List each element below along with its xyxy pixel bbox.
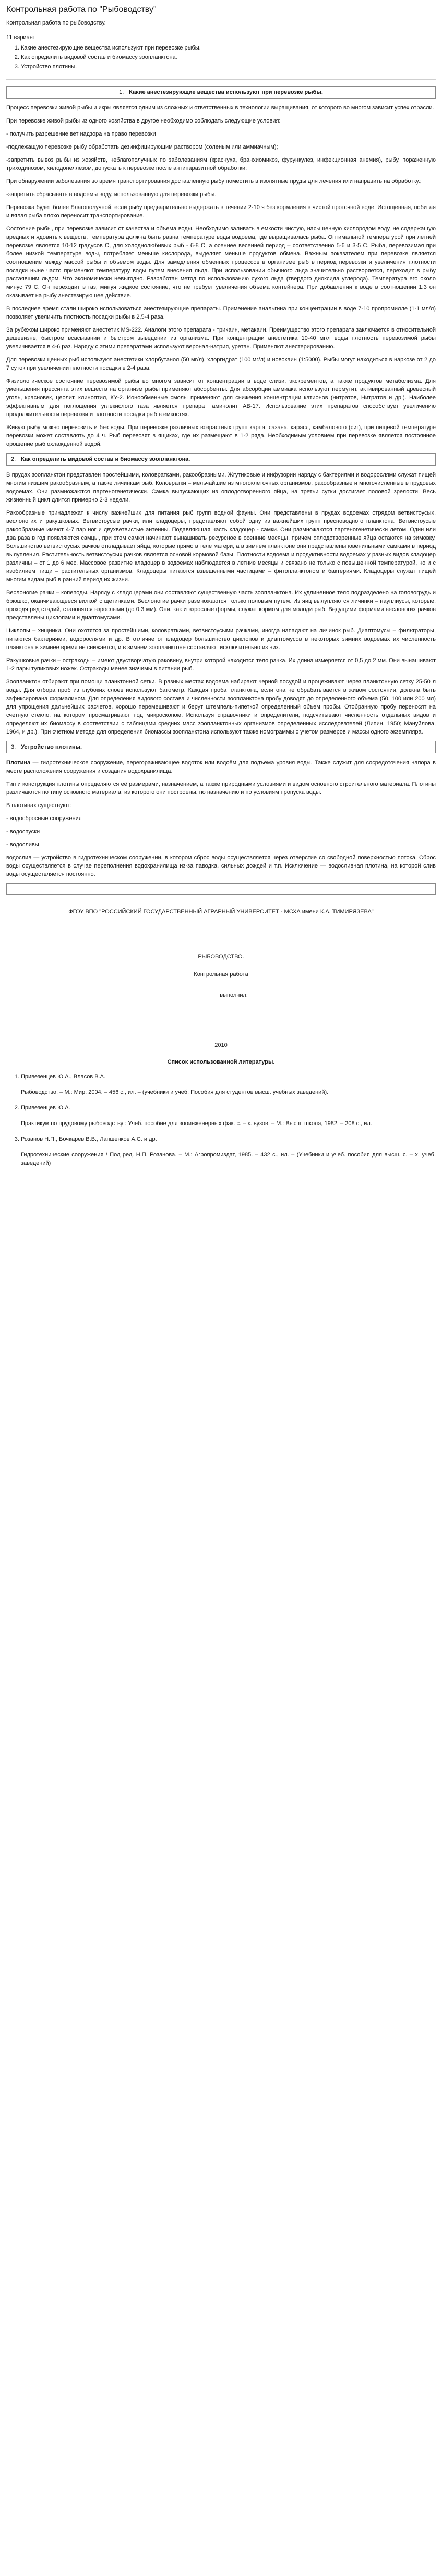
paragraph-text: — гидротехническое сооружение, перегораживающее водоток или водоём для подъёма уровня воды. Также служит для сосредоточения напора в месте расположения сооружения и создания водохранилища.	[6, 760, 436, 774]
paragraph-text: - водосбросные сооружения	[6, 815, 82, 822]
paragraph: Для перевозки ценных рыб используют анестетики хлорбутанол (50 мг/л), хлоргидрат (100 мг/л) и новокаин (1:5000). Рыбы могут находиться в наркозе от 2 до 7 суток при увеличении плотности посадки в 2-4 раза.	[6, 357, 436, 371]
literature-author: 1. Привезенцев Ю.А., Власов В.А.	[21, 1073, 106, 1080]
paragraph: В прудах зоопланктон представлен простейшими, коловратками, ракообразными. Жгутиковые и инфузории наряду с бактериями и водорослями служат пищей многим низшим ракообразным, а также личинкам рыб. Коловратки – мельчайшие из многоклеточных организмов, ракообразные и многочисленные в прудовых водоемах. Они размножаются партеногенетически. Самка выпускающих из оплодотворенного яйца, на третьи сутки достигает половой зрелости. Весь жизненный цикл длится примерно 2-3 недели.	[6, 472, 436, 503]
paragraph	[6, 853, 436, 878]
section-3-body	[6, 759, 436, 878]
paragraph: - получить разрешение вет надзора на право перевозки	[6, 131, 156, 137]
year: 2010	[214, 1042, 228, 1048]
paragraph: -запретить сбрасывать в водоемы воду, использованную для перевозки рыбы.	[6, 191, 217, 198]
paragraph	[6, 827, 436, 836]
section-2-heading	[6, 453, 436, 466]
paragraph	[6, 759, 436, 775]
paragraph: При обнаружении заболевания во время транспортирования доставленную рыбу поместить в изолятные пруды для лечения или направить на обработку.;	[6, 178, 422, 185]
paragraph: Ракообразные принадлежат к числу важнейших для питания рыб групп водной фауны. Они представлены в прудах водоемах отрядом ветвистоусых, веслоногих и ракушковых. Ветвистоусые рачки, или кладоцеры, представляют собой одну из важнейших групп пресноводного планктона. Ветвистоусые ракообразные имеют 4-7 пар ног и двухветвистые антенны. Подавляющая часть кладоцер - самки. Они размножаются партеногенетически летом. Один или два раза в год появляются самцы, при этом самки начинают вынашивать ресурсное в осенние месяцы, причем оплодотворенные яйца остаются на зимовку. Большинство ветвистоусых рачков откладывает яйца, которые прямо в теле матери, а в зимнем планктоне они представлены ювенильными самками в период вылупления. Растительность ветвистоусых рачков является основой кормовой базы. Плотности водоема и продуктивности водоемах у разных видов кладоцер различны – от 1 до 6 мес. Массовое развитие кладоцер в водоемах наблюдается в летние месяцы и связано не только с повышенной температурой, но и с изобилием пищи – растительных организмов. Кладоцеры питаются взвешенными частицами – фитопланктоном и бактериями. Кладоцеры служат пищей многим видам рыб в ранний период их жизни.	[6, 510, 436, 583]
section-number: 3.	[11, 744, 16, 750]
paragraph: За рубежом широко применяют анестетик MS-222. Аналоги этого препарата - трикаин, метакаин. Преимущество этого препарата заключается в относительной дешевизне, быстром всасывании и быстром выведении из организма. При концентрации анестетика 10-40 мг/л воды плотность перевозимой рыбы увеличивается в 4-6 раз. Наряду с этими препаратами используют веронал-натрия, уретан. Применяют анестерированию.	[6, 327, 436, 350]
literature-desc: Практикум по прудовому рыбоводству : Учеб. пособие для зооинженерных фак. с. – х. вузов. – М.: Высш. школа, 1982. – 208 с., ил.	[21, 1120, 372, 1127]
empty-box	[6, 883, 436, 895]
work-type: Контрольная работа	[194, 971, 248, 978]
paragraph-text: В плотинах существуют:	[6, 802, 71, 809]
toc-item: 2. Как определить видовой состав и биомассу зоопланктона.	[21, 53, 436, 62]
author-label: выполнил:	[220, 992, 248, 998]
paragraph-text: - водосливы	[6, 841, 39, 848]
paragraph	[6, 814, 436, 823]
document-page	[0, 0, 442, 1187]
paragraph: Веслоногие рачки – копеподы. Наряду с кладоцерами они составляют существенную часть зоопланктона. Их удлиненное тело подразделено на головогрудь и брюшко, оканчивающееся вилкой с щетинками. Веслоногие рачки размножаются только половым путем. Из яиц вылупляются личинки – науплиусы, которые, проходя ряд стадий, становятся взрослыми (до 0,3 мм). Они, как и взрослые формы, служат кормом для молоди рыб. Ведущими формами веслоногих рачков представлены циклопами и диаптомусами.	[6, 590, 436, 621]
literature-item	[21, 1072, 436, 1096]
section-title: Какие анестезирующие вещества используют при перевозке рыбы.	[129, 89, 323, 95]
paragraph: Живую рыбу можно перевозить и без воды. При перевозке различных возрастных групп карпа, сазана, карася, камбалового (сиг), при пищевой температуре перевозки может составлять до 4 ч. Рыб перевозят в ящиках, где их размещают в 1-2 ряда. Необходимым условием при перевозке является постоянное орошение рыб охлажденной водой.	[6, 424, 436, 447]
subject-name: РЫБОВОДСТВО.	[198, 954, 244, 960]
literature-item	[21, 1135, 436, 1167]
section-1-body	[6, 104, 436, 448]
paragraph: Процесс перевозки живой рыбы и икры является одним из сложных и ответственных в технологии выращивания, от которого во многом зависит успех отрасли.	[6, 105, 434, 111]
university-name: ФГОУ ВПО "РОССИЙСКИЙ ГОСУДАРСТВЕННЫЙ АГРАРНЫЙ УНИВЕРСИТЕТ - МСХА имени К.А. ТИМИРЯЗЕВА"	[68, 909, 374, 915]
toc-item: 3. Устройство плотины.	[21, 63, 436, 71]
paragraph-text: - водоспуски	[6, 828, 40, 835]
table-of-contents	[6, 44, 436, 71]
section-title: Как определить видовой состав и биомассу зоопланктона.	[21, 456, 190, 462]
paragraph: Перевозка будет более Благополучной, если рыбу предварительно выдержать в течении 2-10 ч без кормления в чистой проточной воде. Истощенная, побитая и вялая рыба плохо переносит транспортирование.	[6, 204, 436, 219]
paragraph-text: водослив — устройство в гидротехническом сооружении, в котором сброс воды осуществляется через отверстие со свободной поверхностью потока. Сброс воды осуществляется в случае переполнения водохранилища из-за паводка, сильных дождей и т.п. Исключение — водосливная плотина, на которой слив воды осуществляется постоянно.	[6, 854, 436, 877]
paragraph: Ракушковые рачки – остракоды – имеют двустворчатую раковину, внутри которой находится тело рачка. Их длина измеряется от 0,5 до 2 мм. Они вынашивают 1-2 пары тупиковых ножек. Остракоды менее значимы в питании рыб.	[6, 657, 436, 672]
section-2-body	[6, 471, 436, 736]
paragraph	[6, 801, 436, 810]
paragraph: -подлежащую перевозке рыбу обработать дезинфицирующим раствором (соленым или аммиачным);	[6, 144, 278, 150]
paragraph: При перевозке живой рыбы из одного хозяйства в другое необходимо соблюдать следующие условия:	[6, 118, 281, 124]
paragraph: Зоопланктон отбирают при помощи планктонной сетки. В разных местах водоема набирают черной посудой и процеживают через планктонную сетку 25-50 л воды. Для отбора проб из глубоких слоев используют батометр. Каждая проба планктона, если она не обрабатывается в живом состоянии, должна быть зафиксирована формалином. Для определения видового состава и численности зоопланктона пробу доводят до определенного объема (50, 100 или 200 мл) для упрощения дальнейших расчетов, хорошо перемешивают и берут штемпель-пипеткой определенный объем пробы. Отобранную пробу переносят на счетную стекло, на котором просматривают под микроскопом. Используя справочники и определители, подсчитывают численность отдельных видов и определяют их биомассу в соответствии с таблицами средних масс зоопланктонных организмов определенных исследователей (Липин, 1950; Мануйлова, 1964, и др.). При счетном методе для определения биомассы зоопланктона используют также номограммы с учетом размеров и массы одного экземпляра.	[6, 679, 436, 735]
paragraph: Физиологическое состояние перевозимой рыбы во многом зависит от концентрации в воде слизи, экскрементов, а также продуктов метаболизма. Для уменьшения прессинга этих веществ на организм рыбы применяют абсорбенты. Для абсорбции аммиака используют пермутит, активированный древесный уголь, красновек, цеолит, клиноптил, КУ-2. Ионообменные смолы применяют для снижения концентрации катионов (нитратов, Нитратов и др.). Наиболее эффективным для поглощения углекислого газа является препарат аминолит АВ-17. Использование этих препаратов способствует увеличению продолжительности перевозки и плотности посадки рыб в емкостях.	[6, 378, 436, 418]
paragraph-text: Тип и конструкция плотины определяются её размерами, назначением, а также природными условиями и видом основного строительного материала. Плотины различаются по типу основного материала, из которого они построены, по назначению и по условиям пропуска воды.	[6, 781, 436, 796]
literature-author: 2. Привезенцев Ю.А.	[21, 1105, 70, 1111]
paragraph: Циклопы – хищники. Они охотятся за простейшими, коловратками, ветвистоусыми рачками, иногда нападают на личинок рыб. Диаптомусы – фильтраторы, питаются бактериями, водорослями и др. В отличие от кладоцер большинство циклопов и диаптомусов в некоторых зимних водоемах их численность планктона в зимнее время не снижается, и в зимнем зоопланктоне составляют исключительно из них.	[6, 628, 436, 651]
paragraph: В последнее время стали широко использоваться анестезирующие препараты. Применение анальгина при концентрации в воде 7-10 пропромилле (1-1 мл/л) позволяет увеличить плотность посадки рыбы в 2,5-4 раза.	[6, 306, 436, 320]
section-number: 1.	[119, 89, 124, 95]
section-3-heading	[6, 741, 436, 753]
divider	[6, 79, 436, 80]
paragraph: Состояние рыбы, при перевозке зависит от качества и объема воды. Необходимо заливать в емкости чистую, насыщенную кислородом воду, не содержащую вредных и ядовитых веществ, температура должна быть равна температуре воды водоема, где выращивалась рыба. Оптимальной температурой при летней перевозке является 10-12 градусов С, для холоднолюбивых рыб - 6-8 С, а осеннее весенней период – соответственно 5-6 и 3-5 С. Рыба, перевозимая при более низкой температуре воды, потребляет меньше кислорода, выделяет меньше продуктов обмена. Важным показателем при перевозке является соотношение между массой рыбы и объемом воды. Для замедления обменных процессов в организме рыб в период перевозки и увеличения плотности посадки ныне часто применяют температуру воды путем внесения льда. При использовании обычного льда значительно растворяется, переходит в рыбу растаявшим льдом. Что экономически невыгодно. Разработан метод по использованию сухого льда (твердого диоксида углерода). Температура его около минус 79 С. Он переходит в газ, минуя жидкое состояние, что не требует увеличения объема контейнера. При добавлении к воде в соотношении 1:3 он оказывает на рыбу анестезирующее действие.	[6, 226, 436, 299]
page-subtitle: Контрольная работа по рыбоводству.	[6, 20, 106, 26]
section-title: Устройство плотины.	[21, 744, 82, 750]
page-title: Контрольная работа по "Рыбоводству"	[6, 5, 157, 14]
section-number: 2.	[11, 456, 16, 462]
toc-item: 1. Какие анестезирующие вещества используют при перевозке рыбы.	[21, 44, 436, 52]
literature-item	[21, 1104, 436, 1128]
literature-title: Список использованной литературы.	[167, 1059, 275, 1065]
literature-author: 3. Розанов Н.П., Бочкарев В.В., Лапшенков А.С. и др.	[21, 1136, 157, 1142]
paragraph: -запретить вывоз рыбы из хозяйств, неблагополучных по заболеваниям (краснуха, бранхиомикоз, фурункулез, инфекционная анемия), рыбу, пораженную триходинозом, хилодонеллезом, допускать к перевозке после антипаразитной обработки;	[6, 157, 436, 172]
literature-desc: Гидротехнические сооружения / Под ред. Н.П. Розанова. – М.: Агропромиздат, 1985. – 432 с., ил. – (Учебники и учеб. пособия для высш. с. – х. учеб. заведений)	[21, 1152, 436, 1166]
section-1-heading	[6, 86, 436, 99]
paragraph	[6, 780, 436, 797]
literature-list	[6, 1072, 436, 1167]
paragraph	[6, 840, 436, 849]
literature-desc: Рыбоводство. – М.: Мир, 2004. – 456 с., ил. – (учебники и учеб. Пособия для студентов высш. учебных заведений).	[21, 1089, 329, 1095]
variant-label: 11 вариант	[6, 34, 35, 41]
term: Плотина	[6, 760, 31, 766]
